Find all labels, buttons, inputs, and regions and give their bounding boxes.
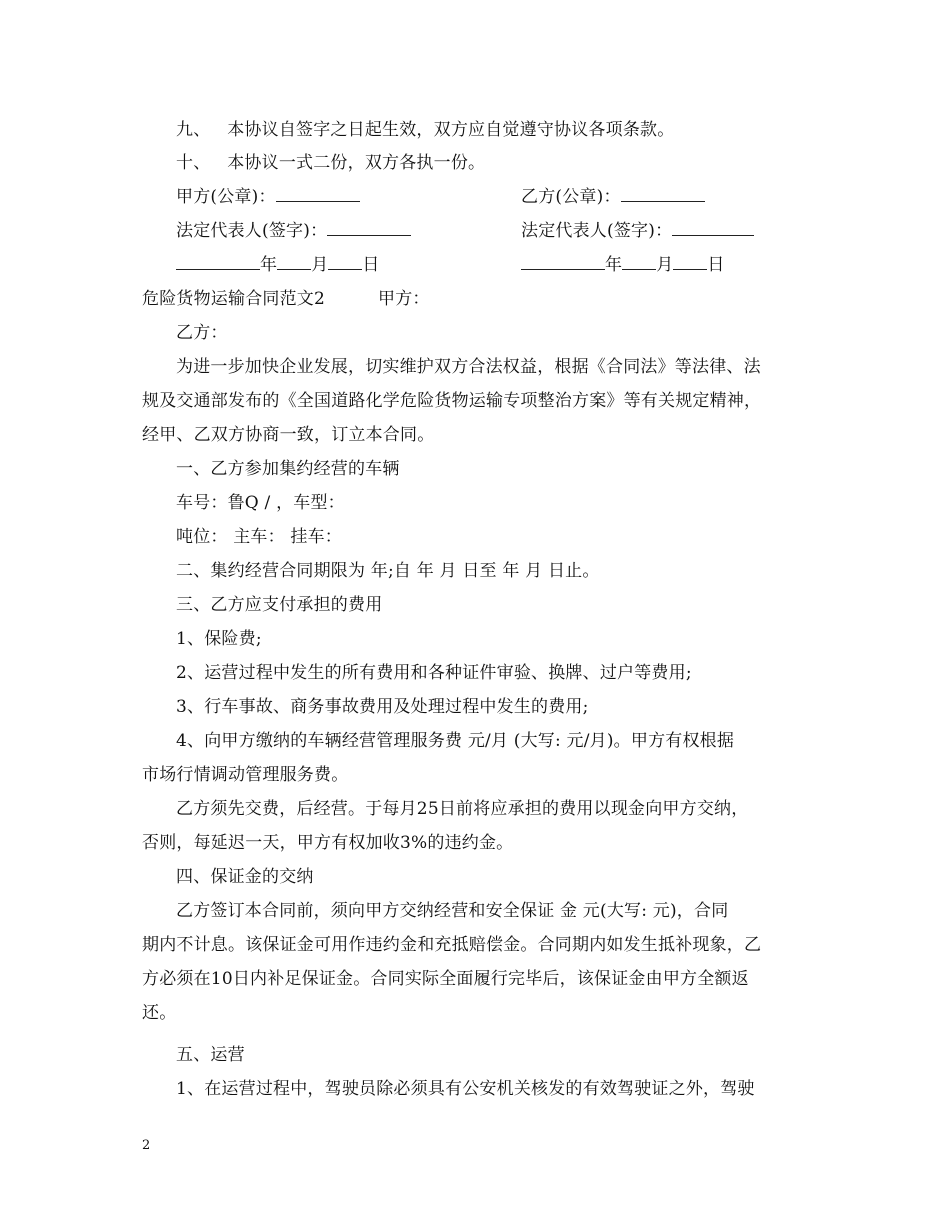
date-a-day: 日	[362, 255, 380, 275]
section-4-line-2: 期内不计息。该保证金可用作违约金和充抵赔偿金。合同期内如发生抵补现象，乙	[142, 935, 762, 955]
clause-9-number: 九、	[176, 120, 211, 140]
clause-10	[176, 152, 485, 174]
section-3-item-2: 2、运营过程中发生的所有费用和各种证件审验、换牌、过户等费用;	[176, 663, 692, 683]
clause-9-text: 本协议自签字之日起生效，双方应自觉遵守协议各项条款。	[227, 120, 675, 140]
legal-rep-b-line	[521, 220, 754, 242]
section-3-item-4-line-1: 4、向甲方缴纳的车辆经营管理服务费 元/月 (大写: 元/月)。甲方有权根据	[176, 731, 735, 751]
section-3-title: 三、乙方应支付承担的费用	[176, 595, 383, 615]
party-a-label-line	[378, 288, 430, 310]
legal-rep-b-blank	[672, 220, 754, 236]
clause-10-text: 本协议一式二份，双方各执一份。	[227, 153, 486, 173]
section-1-vehicle: 车号：鲁Q / ，车型：	[176, 493, 345, 513]
party-a-seal-blank	[276, 186, 360, 202]
date-a-year-blank	[176, 254, 260, 270]
section-4-line-3: 方必须在10日内补足保证金。合同实际全面履行完毕后，该保证金由甲方全额返	[142, 969, 749, 989]
date-b-day-blank	[673, 254, 707, 270]
party-a-label: 甲方：	[378, 289, 430, 309]
section-4-line-4: 还。	[142, 1003, 177, 1023]
second-contract-title	[142, 288, 325, 310]
section-5-item-1: 1、在运营过程中，驾驶员除必须具有公安机关核发的有效驾驶证之外，驾驶	[176, 1079, 755, 1099]
date-b-year: 年	[605, 255, 623, 275]
party-a-seal-label: 甲方(公章)：	[176, 187, 276, 207]
party-b-label-line	[176, 322, 228, 344]
party-b-seal-line	[521, 186, 705, 208]
date-line-a	[176, 254, 380, 276]
legal-rep-a-label: 法定代表人(签字)：	[176, 221, 328, 241]
date-a-year: 年	[260, 255, 278, 275]
legal-rep-a-blank	[327, 220, 411, 236]
date-b-month: 月	[656, 255, 674, 275]
date-a-month: 月	[311, 255, 329, 275]
clause-9	[176, 119, 674, 141]
date-b-day: 日	[707, 255, 725, 275]
section-4-title: 四、保证金的交纳	[176, 867, 314, 887]
legal-rep-a-line	[176, 220, 411, 242]
section-1-title: 一、乙方参加集约经营的车辆	[176, 459, 400, 479]
date-line-b	[521, 254, 725, 276]
party-a-seal-line	[176, 186, 360, 208]
section-3-prepay-line-1: 乙方须先交费，后经营。于每月25日前将应承担的费用以现金向甲方交纳，	[176, 799, 749, 819]
party-b-label: 乙方：	[176, 323, 228, 343]
intro-line-1: 为进一步加快企业发展，切实维护双方合法权益，根据《合同法》等法律、法	[176, 357, 761, 377]
page-number: 2	[142, 1138, 151, 1153]
section-3-item-3: 3、行车事故、商务事故费用及处理过程中发生的费用;	[176, 697, 589, 717]
section-3-prepay-line-2: 否则，每延迟一天，甲方有权加收3%的违约金。	[142, 833, 514, 853]
section-3-item-4-line-2: 市场行情调动管理服务费。	[142, 765, 349, 785]
intro-line-2: 规及交通部发布的《全国道路化学危险货物运输专项整治方案》等有关规定精神，	[142, 391, 762, 411]
legal-rep-b-label: 法定代表人(签字)：	[521, 221, 673, 241]
section-3-item-1: 1、保险费;	[176, 629, 262, 649]
party-b-seal-blank	[621, 186, 705, 202]
intro-line-3: 经甲、乙双方协商一致，订立本合同。	[142, 425, 435, 445]
party-b-seal-label: 乙方(公章)：	[521, 187, 621, 207]
date-b-month-blank	[622, 254, 656, 270]
date-a-month-blank	[277, 254, 311, 270]
date-a-day-blank	[328, 254, 362, 270]
section-2-term: 二、集约经营合同期限为 年;自 年 月 日至 年 月 日止。	[176, 561, 600, 581]
clause-10-number: 十、	[176, 153, 211, 173]
section-5-title: 五、运营	[176, 1045, 245, 1065]
section-4-line-1: 乙方签订本合同前，须向甲方交纳经营和安全保证 金 元(大写: 元)，合同	[176, 901, 729, 921]
contract-2-title: 危险货物运输合同范文2	[142, 289, 326, 309]
date-b-year-blank	[521, 254, 605, 270]
section-1-tonnage: 吨位： 主车： 挂车：	[176, 527, 343, 547]
